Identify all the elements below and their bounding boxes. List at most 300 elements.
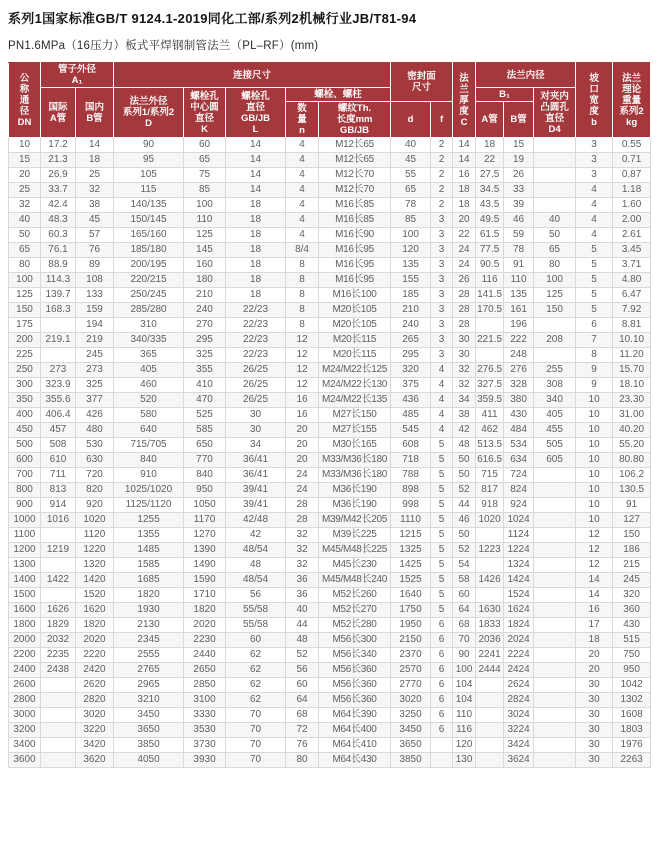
cell-thickness-c: 58 (453, 573, 476, 588)
cell-weight-kg: 2.00 (613, 213, 651, 228)
cell-a-outer: 1422 (41, 573, 76, 588)
cell-flange-od: 2765 (114, 663, 184, 678)
cell-groove-b: 10 (576, 468, 613, 483)
cell-a-outer: 457 (41, 423, 76, 438)
table-row (9, 708, 651, 723)
cell-weight-kg: 1803 (613, 723, 651, 738)
cell-qty-n: 8 (286, 273, 319, 288)
cell-inner-b: 824 (504, 483, 534, 498)
cell-weight-kg: 186 (613, 543, 651, 558)
cell-groove-b: 5 (576, 288, 613, 303)
cell-b-outer: 3220 (76, 723, 114, 738)
cell-a-outer: 139.7 (41, 288, 76, 303)
cell-bolt-circle-k: 1490 (184, 558, 226, 573)
cell-inner-a: 1223 (476, 543, 504, 558)
cell-qty-n: 48 (286, 633, 319, 648)
table-body (9, 138, 651, 768)
cell-a-outer: 711 (41, 468, 76, 483)
cell-inner-a: 462 (476, 423, 504, 438)
cell-seal-d: 788 (391, 468, 431, 483)
cell-thread-spec: M36长190 (319, 483, 391, 498)
cell-thickness-c: 50 (453, 468, 476, 483)
cell-flange-od: 285/280 (114, 303, 184, 318)
cell-groove-b: 10 (576, 423, 613, 438)
cell-weight-kg: 91 (613, 498, 651, 513)
cell-a-outer: 2438 (41, 663, 76, 678)
cell-a-outer: 813 (41, 483, 76, 498)
cell-d4: 80 (534, 258, 576, 273)
cell-groove-b: 9 (576, 363, 613, 378)
cell-a-outer: 60.3 (41, 228, 76, 243)
header-row-1 (9, 63, 651, 88)
cell-dn: 40 (9, 213, 41, 228)
cell-bolt-circle-k: 3530 (184, 723, 226, 738)
cell-thread-spec: M24/M22长130 (319, 378, 391, 393)
cell-seal-d: 2150 (391, 633, 431, 648)
header-flange-od: 法兰外径 系列1/系列2 D (114, 88, 184, 138)
cell-b-outer: 1820 (76, 618, 114, 633)
cell-groove-b: 14 (576, 573, 613, 588)
cell-inner-b: 161 (504, 303, 534, 318)
cell-qty-n: 20 (286, 438, 319, 453)
cell-inner-a: 2444 (476, 663, 504, 678)
cell-seal-f (431, 738, 453, 753)
cell-b-outer: 38 (76, 198, 114, 213)
cell-weight-kg: 430 (613, 618, 651, 633)
cell-dn: 400 (9, 408, 41, 423)
cell-dn: 1800 (9, 618, 41, 633)
cell-groove-b: 5 (576, 243, 613, 258)
table-row (9, 483, 651, 498)
cell-b-outer: 159 (76, 303, 114, 318)
cell-bolt-hole-l: 22/23 (226, 303, 286, 318)
cell-bolt-circle-k: 145 (184, 243, 226, 258)
header-d4: 对夹内 凸圆孔 直径 D4 (534, 88, 576, 138)
cell-seal-f: 5 (431, 573, 453, 588)
cell-weight-kg: 515 (613, 633, 651, 648)
cell-inner-a: 327.5 (476, 378, 504, 393)
cell-thread-spec: M45/M48长240 (319, 573, 391, 588)
cell-seal-d: 898 (391, 483, 431, 498)
cell-inner-a (476, 558, 504, 573)
cell-a-outer: 48.3 (41, 213, 76, 228)
cell-inner-a: 359.5 (476, 393, 504, 408)
cell-qty-n: 72 (286, 723, 319, 738)
cell-dn: 20 (9, 168, 41, 183)
cell-seal-d: 3850 (391, 753, 431, 768)
cell-inner-a (476, 753, 504, 768)
cell-bolt-hole-l: 34 (226, 438, 286, 453)
cell-d4: 340 (534, 393, 576, 408)
cell-seal-f: 3 (431, 288, 453, 303)
cell-flange-od: 105 (114, 168, 184, 183)
cell-weight-kg: 127 (613, 513, 651, 528)
cell-thickness-c: 30 (453, 333, 476, 348)
cell-seal-d: 320 (391, 363, 431, 378)
cell-inner-a: 90.5 (476, 258, 504, 273)
cell-thread-spec: M20长115 (319, 333, 391, 348)
cell-bolt-circle-k: 840 (184, 468, 226, 483)
cell-qty-n: 4 (286, 228, 319, 243)
cell-dn: 350 (9, 393, 41, 408)
cell-inner-b: 3224 (504, 723, 534, 738)
cell-groove-b: 3 (576, 153, 613, 168)
cell-seal-f: 4 (431, 378, 453, 393)
cell-groove-b: 20 (576, 648, 613, 663)
cell-inner-b: 2024 (504, 633, 534, 648)
cell-flange-od: 840 (114, 453, 184, 468)
cell-thickness-c: 54 (453, 558, 476, 573)
cell-inner-b: 380 (504, 393, 534, 408)
cell-inner-a (476, 528, 504, 543)
cell-seal-f: 5 (431, 528, 453, 543)
cell-weight-kg: 750 (613, 648, 651, 663)
cell-d4 (534, 138, 576, 153)
cell-bolt-hole-l: 18 (226, 273, 286, 288)
cell-d4 (534, 678, 576, 693)
cell-thread-spec: M24/M22长135 (319, 393, 391, 408)
cell-groove-b: 30 (576, 723, 613, 738)
cell-flange-od: 715/705 (114, 438, 184, 453)
cell-dn: 3400 (9, 738, 41, 753)
page-subtitle: PN1.6MPa（16压力）板式平焊钢制管法兰（PL–RF）(mm) (8, 40, 319, 52)
cell-seal-d: 1640 (391, 588, 431, 603)
cell-b-outer: 89 (76, 258, 114, 273)
cell-a-outer: 2032 (41, 633, 76, 648)
table-row (9, 453, 651, 468)
cell-thread-spec: M16长95 (319, 258, 391, 273)
cell-bolt-hole-l: 48/54 (226, 573, 286, 588)
cell-dn: 600 (9, 453, 41, 468)
cell-inner-b: 46 (504, 213, 534, 228)
header-dn: 公 称 通 径 DN (9, 63, 41, 138)
cell-b-outer: 3020 (76, 708, 114, 723)
cell-seal-d: 210 (391, 303, 431, 318)
cell-weight-kg: 6.47 (613, 288, 651, 303)
cell-thickness-c: 120 (453, 738, 476, 753)
cell-seal-f: 5 (431, 543, 453, 558)
cell-b-outer: 219 (76, 333, 114, 348)
cell-d4: 208 (534, 333, 576, 348)
cell-flange-od: 1820 (114, 588, 184, 603)
cell-bolt-circle-k: 525 (184, 408, 226, 423)
cell-inner-b: 534 (504, 438, 534, 453)
cell-weight-kg: 2263 (613, 753, 651, 768)
cell-seal-f: 5 (431, 453, 453, 468)
cell-seal-f: 3 (431, 258, 453, 273)
cell-qty-n: 12 (286, 378, 319, 393)
cell-thread-spec: M20长105 (319, 318, 391, 333)
cell-qty-n: 52 (286, 648, 319, 663)
cell-inner-a (476, 723, 504, 738)
cell-thickness-c: 44 (453, 498, 476, 513)
cell-flange-od: 3450 (114, 708, 184, 723)
cell-dn: 125 (9, 288, 41, 303)
cell-groove-b: 12 (576, 543, 613, 558)
cell-groove-b: 16 (576, 603, 613, 618)
cell-thickness-c: 24 (453, 243, 476, 258)
cell-a-outer: 406.4 (41, 408, 76, 423)
cell-bolt-hole-l: 55/58 (226, 618, 286, 633)
cell-thread-spec: M30长165 (319, 438, 391, 453)
cell-thickness-c: 64 (453, 603, 476, 618)
cell-bolt-hole-l: 22/23 (226, 318, 286, 333)
cell-flange-od: 1930 (114, 603, 184, 618)
header-weight: 法兰 理论 重量 系列2 kg (613, 63, 651, 138)
cell-a-outer: 508 (41, 438, 76, 453)
cell-bolt-hole-l: 70 (226, 753, 286, 768)
cell-qty-n: 12 (286, 363, 319, 378)
cell-thread-spec: M56长340 (319, 648, 391, 663)
cell-weight-kg: 1.18 (613, 183, 651, 198)
cell-flange-od: 3210 (114, 693, 184, 708)
cell-bolt-hole-l: 26/25 (226, 393, 286, 408)
cell-inner-b: 3424 (504, 738, 534, 753)
cell-qty-n: 4 (286, 183, 319, 198)
cell-seal-d: 135 (391, 258, 431, 273)
cell-dn: 200 (9, 333, 41, 348)
table-row (9, 198, 651, 213)
cell-inner-b: 2424 (504, 663, 534, 678)
cell-bolt-hole-l: 42 (226, 528, 286, 543)
cell-bolt-circle-k: 100 (184, 198, 226, 213)
cell-thickness-c: 104 (453, 678, 476, 693)
cell-d4 (534, 543, 576, 558)
table-row (9, 633, 651, 648)
table-row (9, 753, 651, 768)
table-row (9, 573, 651, 588)
cell-inner-b: 15 (504, 138, 534, 153)
cell-bolt-hole-l: 18 (226, 198, 286, 213)
cell-dn: 1000 (9, 513, 41, 528)
cell-seal-f: 6 (431, 708, 453, 723)
cell-b-outer: 3620 (76, 753, 114, 768)
cell-d4 (534, 738, 576, 753)
cell-inner-b: 2224 (504, 648, 534, 663)
cell-a-outer: 2235 (41, 648, 76, 663)
cell-groove-b: 6 (576, 318, 613, 333)
cell-weight-kg: 15.70 (613, 363, 651, 378)
cell-a-outer (41, 678, 76, 693)
cell-d4: 455 (534, 423, 576, 438)
cell-a-outer: 168.3 (41, 303, 76, 318)
cell-d4 (534, 528, 576, 543)
cell-qty-n: 28 (286, 513, 319, 528)
cell-d4 (534, 513, 576, 528)
cell-weight-kg: 18.10 (613, 378, 651, 393)
cell-a-outer: 114.3 (41, 273, 76, 288)
cell-bolt-hole-l: 62 (226, 648, 286, 663)
cell-inner-b: 430 (504, 408, 534, 423)
cell-thickness-c: 32 (453, 378, 476, 393)
cell-inner-b: 1524 (504, 588, 534, 603)
cell-bolt-hole-l: 22/23 (226, 333, 286, 348)
cell-seal-d: 45 (391, 153, 431, 168)
cell-bolt-hole-l: 14 (226, 168, 286, 183)
cell-flange-od: 185/180 (114, 243, 184, 258)
cell-qty-n: 20 (286, 423, 319, 438)
header-thread: 螺纹Th. 长度mm GB/JB (319, 102, 391, 138)
page-title: 系列1国家标准GB/T 9124.1-2019同化工部/系列2机械行业JB/T81-94 (8, 11, 417, 26)
cell-seal-f: 3 (431, 318, 453, 333)
cell-thickness-c: 38 (453, 408, 476, 423)
cell-groove-b: 18 (576, 633, 613, 648)
cell-bolt-circle-k: 270 (184, 318, 226, 333)
cell-inner-a: 61.5 (476, 228, 504, 243)
cell-a-outer: 1626 (41, 603, 76, 618)
cell-thickness-c: 28 (453, 303, 476, 318)
cell-inner-b: 3024 (504, 708, 534, 723)
cell-groove-b: 4 (576, 198, 613, 213)
cell-inner-b: 484 (504, 423, 534, 438)
cell-bolt-circle-k: 125 (184, 228, 226, 243)
cell-dn: 2600 (9, 678, 41, 693)
cell-thickness-c: 14 (453, 153, 476, 168)
cell-qty-n: 8/4 (286, 243, 319, 258)
cell-bolt-circle-k: 650 (184, 438, 226, 453)
cell-flange-od: 1485 (114, 543, 184, 558)
table-row (9, 288, 651, 303)
cell-qty-n: 4 (286, 198, 319, 213)
cell-qty-n: 8 (286, 288, 319, 303)
cell-bolt-circle-k: 2850 (184, 678, 226, 693)
cell-groove-b: 14 (576, 588, 613, 603)
cell-a-outer: 219.1 (41, 333, 76, 348)
cell-thickness-c: 50 (453, 453, 476, 468)
cell-b-outer: 1520 (76, 588, 114, 603)
cell-qty-n: 4 (286, 213, 319, 228)
cell-inner-a: 22 (476, 153, 504, 168)
cell-dn: 700 (9, 468, 41, 483)
cell-bolt-hole-l: 30 (226, 423, 286, 438)
cell-thickness-c: 22 (453, 228, 476, 243)
cell-a-outer: 273 (41, 363, 76, 378)
table-row (9, 333, 651, 348)
cell-seal-f: 3 (431, 243, 453, 258)
cell-weight-kg: 11.20 (613, 348, 651, 363)
cell-seal-d: 1215 (391, 528, 431, 543)
cell-b-outer: 426 (76, 408, 114, 423)
cell-qty-n: 8 (286, 303, 319, 318)
cell-d4 (534, 318, 576, 333)
cell-flange-od: 2965 (114, 678, 184, 693)
cell-bolt-circle-k: 2020 (184, 618, 226, 633)
cell-seal-d: 545 (391, 423, 431, 438)
cell-dn: 800 (9, 483, 41, 498)
cell-bolt-circle-k: 770 (184, 453, 226, 468)
cell-thread-spec: M16长90 (319, 228, 391, 243)
cell-b-outer: 25 (76, 168, 114, 183)
cell-inner-a (476, 318, 504, 333)
cell-bolt-hole-l: 70 (226, 738, 286, 753)
cell-thickness-c: 100 (453, 663, 476, 678)
cell-bolt-circle-k: 585 (184, 423, 226, 438)
cell-bolt-hole-l: 62 (226, 663, 286, 678)
cell-inner-b: 328 (504, 378, 534, 393)
cell-seal-d: 3650 (391, 738, 431, 753)
cell-inner-a (476, 738, 504, 753)
cell-qty-n: 12 (286, 333, 319, 348)
cell-qty-n: 64 (286, 693, 319, 708)
cell-inner-a: 513.5 (476, 438, 504, 453)
cell-groove-b: 10 (576, 498, 613, 513)
cell-dn: 1500 (9, 588, 41, 603)
cell-qty-n: 32 (286, 543, 319, 558)
cell-inner-b: 724 (504, 468, 534, 483)
cell-a-outer: 323.9 (41, 378, 76, 393)
cell-bolt-circle-k: 295 (184, 333, 226, 348)
table-row (9, 618, 651, 633)
cell-flange-od: 520 (114, 393, 184, 408)
cell-bolt-circle-k: 2230 (184, 633, 226, 648)
cell-seal-d: 1325 (391, 543, 431, 558)
table-row (9, 378, 651, 393)
table-row (9, 678, 651, 693)
cell-dn: 500 (9, 438, 41, 453)
cell-bolt-hole-l: 14 (226, 183, 286, 198)
cell-seal-f: 4 (431, 408, 453, 423)
cell-seal-f: 5 (431, 558, 453, 573)
header-inner-a: A管 (476, 102, 504, 138)
cell-inner-a: 18 (476, 138, 504, 153)
cell-b-outer: 2820 (76, 693, 114, 708)
cell-a-outer (41, 588, 76, 603)
cell-b-outer: 480 (76, 423, 114, 438)
cell-d4: 100 (534, 273, 576, 288)
cell-bolt-circle-k: 65 (184, 153, 226, 168)
cell-thread-spec: M27长155 (319, 423, 391, 438)
cell-thread-spec: M16长85 (319, 198, 391, 213)
cell-inner-a: 715 (476, 468, 504, 483)
cell-a-outer: 610 (41, 453, 76, 468)
cell-thickness-c: 60 (453, 588, 476, 603)
cell-dn: 250 (9, 363, 41, 378)
header-thickness-c: 法 兰 厚 度 C (453, 63, 476, 138)
cell-b-outer: 2220 (76, 648, 114, 663)
cell-flange-od: 2345 (114, 633, 184, 648)
cell-thickness-c: 20 (453, 213, 476, 228)
cell-bolt-hole-l: 14 (226, 138, 286, 153)
table-row (9, 723, 651, 738)
cell-bolt-hole-l: 18 (226, 258, 286, 273)
cell-bolt-circle-k: 240 (184, 303, 226, 318)
cell-weight-kg: 1976 (613, 738, 651, 753)
cell-thickness-c: 130 (453, 753, 476, 768)
cell-inner-b: 924 (504, 498, 534, 513)
cell-weight-kg: 950 (613, 663, 651, 678)
cell-b-outer: 530 (76, 438, 114, 453)
cell-inner-b: 276 (504, 363, 534, 378)
table-row (9, 528, 651, 543)
cell-seal-d: 436 (391, 393, 431, 408)
cell-bolt-circle-k: 1270 (184, 528, 226, 543)
table-row (9, 138, 651, 153)
cell-b-outer: 3420 (76, 738, 114, 753)
cell-bolt-hole-l: 70 (226, 708, 286, 723)
cell-thread-spec: M33/M36长180 (319, 468, 391, 483)
cell-bolt-hole-l: 36/41 (226, 468, 286, 483)
cell-groove-b: 4 (576, 213, 613, 228)
cell-bolt-circle-k: 3730 (184, 738, 226, 753)
cell-thickness-c: 52 (453, 543, 476, 558)
cell-seal-d: 265 (391, 333, 431, 348)
cell-a-outer: 914 (41, 498, 76, 513)
cell-b-outer: 32 (76, 183, 114, 198)
cell-inner-b: 26 (504, 168, 534, 183)
header-row-2 (9, 88, 651, 102)
cell-bolt-hole-l: 26/25 (226, 378, 286, 393)
cell-weight-kg: 55.20 (613, 438, 651, 453)
